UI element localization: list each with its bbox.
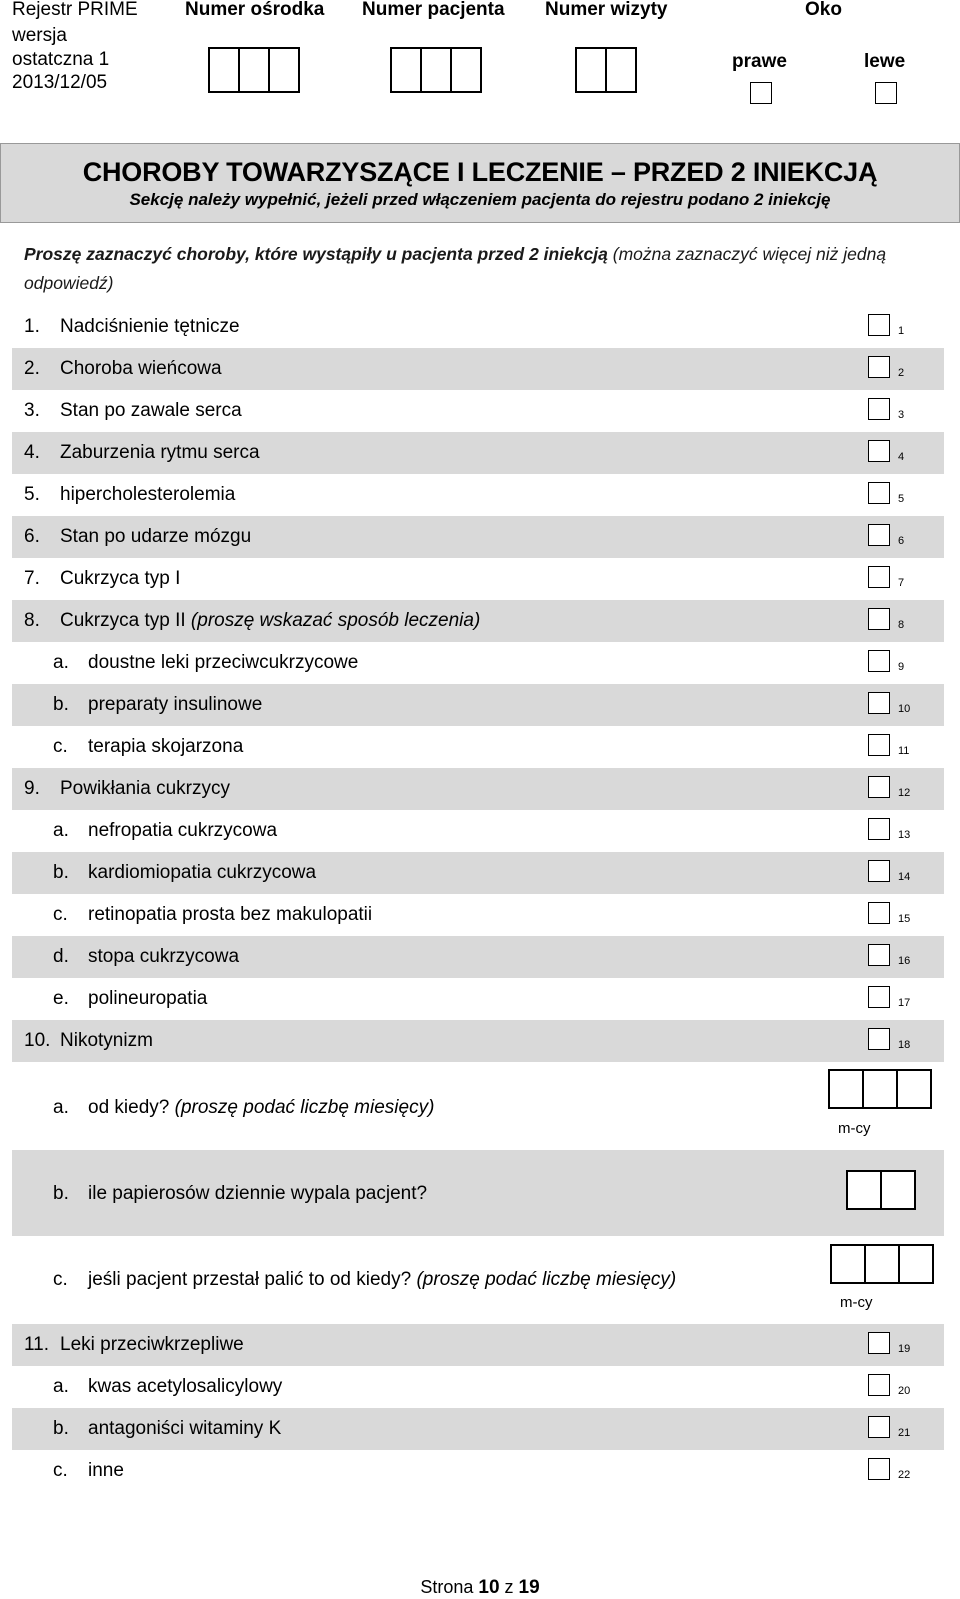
- item-label: Leki przeciwkrzepliwe: [60, 1334, 244, 1355]
- digit-box[interactable]: [864, 1244, 900, 1284]
- item-label-note: (proszę podać liczbę miesięcy): [174, 1097, 435, 1118]
- item-label: [88, 1096, 434, 1120]
- eye-label: Oko: [805, 0, 842, 20]
- item-number: 5.: [24, 484, 40, 505]
- digit-box[interactable]: [898, 1244, 934, 1284]
- list-item: [12, 348, 944, 390]
- item-checkbox[interactable]: [868, 818, 890, 840]
- item-number: c.: [53, 736, 68, 757]
- item-number: 6.: [24, 526, 40, 547]
- total-pages: 19: [518, 1577, 540, 1598]
- list-item: [12, 306, 944, 348]
- item-checkbox[interactable]: [868, 944, 890, 966]
- item-checkbox[interactable]: [868, 1332, 890, 1354]
- item-number: 9.: [24, 778, 40, 799]
- item-label: Cukrzyca typ I: [60, 568, 181, 589]
- instruction-text: [24, 240, 954, 298]
- item-code: 14: [898, 871, 911, 883]
- item-checkbox[interactable]: [868, 608, 890, 630]
- item-number: a.: [53, 1097, 69, 1118]
- item-number: e.: [53, 988, 69, 1009]
- item-checkbox[interactable]: [868, 1028, 890, 1050]
- version-status: ostatczna 1: [12, 49, 110, 70]
- digit-box[interactable]: [846, 1170, 882, 1210]
- item-code: 13: [898, 829, 911, 841]
- item-label: hipercholesterolemia: [60, 484, 236, 505]
- visit-digit-1[interactable]: [575, 47, 607, 93]
- center-number-boxes: [208, 47, 300, 95]
- item-label-note: (proszę wskazać sposób leczenia): [190, 610, 481, 631]
- item-code: 12: [898, 787, 911, 799]
- item-checkbox[interactable]: [868, 1374, 890, 1396]
- item-code: 4: [898, 451, 905, 463]
- digit-box[interactable]: [896, 1069, 932, 1109]
- list-item: [12, 1020, 944, 1062]
- months-unit: m-cy: [840, 1294, 873, 1311]
- patient-digit-2[interactable]: [420, 47, 452, 93]
- item-label: kwas acetylosalicylowy: [88, 1376, 283, 1397]
- item-label-main: jeśli pacjent przestał palić to od kiedy?: [88, 1269, 417, 1290]
- item-number: c.: [53, 1269, 68, 1290]
- item-number: b.: [53, 1418, 69, 1439]
- item-checkbox[interactable]: [868, 440, 890, 462]
- item-label: [60, 600, 480, 642]
- item-number: 8.: [24, 610, 40, 631]
- list-item: [12, 768, 944, 810]
- item-number: 11.: [24, 1334, 50, 1355]
- item-code: 22: [898, 1469, 911, 1481]
- item-checkbox[interactable]: [868, 1458, 890, 1480]
- item-label: terapia skojarzona: [88, 736, 244, 757]
- item-label: nefropatia cukrzycowa: [88, 820, 278, 841]
- cigarettes-per-day-boxes: [846, 1170, 916, 1210]
- item-code: 5: [898, 493, 905, 505]
- section-title: CHOROBY TOWARZYSZĄCE I LECZENIE – PRZED 2 INIEKCJĄ: [82, 157, 878, 187]
- item-checkbox[interactable]: [868, 692, 890, 714]
- list-item: [12, 1408, 944, 1450]
- item-label: Choroba wieńcowa: [60, 358, 222, 379]
- item-label-main: od kiedy?: [88, 1097, 175, 1118]
- item-label: ile papierosów dziennie wypala pacjent?: [88, 1183, 428, 1204]
- item-checkbox[interactable]: [868, 524, 890, 546]
- item-label: polineuropatia: [88, 988, 208, 1009]
- item-number: 10.: [24, 1030, 51, 1051]
- list-item: [12, 936, 944, 978]
- item-checkbox[interactable]: [868, 650, 890, 672]
- item-label: Stan po udarze mózgu: [60, 526, 252, 547]
- instruction-bold: Proszę zaznaczyć choroby, które wystąpiły u pacjenta przed 2 iniekcją: [24, 244, 608, 264]
- visit-digit-2[interactable]: [605, 47, 637, 93]
- digit-box[interactable]: [830, 1244, 866, 1284]
- item-code: 6: [898, 535, 905, 547]
- item-code: 17: [898, 997, 911, 1009]
- smoking-since-boxes: [828, 1069, 932, 1109]
- center-digit-3[interactable]: [268, 47, 300, 93]
- item-label: Powikłania cukrzycy: [60, 778, 230, 799]
- visit-number-label: Numer wizyty: [545, 0, 668, 20]
- item-number: 7.: [24, 568, 40, 589]
- list-item: [12, 600, 944, 642]
- item-number: d.: [53, 946, 69, 967]
- quit-since-boxes: [830, 1244, 934, 1284]
- list-item: [12, 852, 944, 894]
- item-code: 20: [898, 1385, 911, 1397]
- version-date: 2013/12/05: [12, 72, 108, 93]
- item-code: 10: [898, 703, 911, 715]
- item-checkbox[interactable]: [868, 314, 890, 336]
- item-code: 3: [898, 409, 905, 421]
- item-label-note: (proszę podać liczbę miesięcy): [416, 1269, 677, 1290]
- item-checkbox[interactable]: [868, 902, 890, 924]
- list-item: [12, 1366, 944, 1408]
- item-code: 16: [898, 955, 911, 967]
- item-code: 9: [898, 661, 905, 673]
- registry-name: Rejestr PRIME: [12, 0, 138, 20]
- item-label: Stan po zawale serca: [60, 400, 242, 421]
- item-code: 1: [898, 325, 905, 337]
- list-item: [12, 810, 944, 852]
- item-number: a.: [53, 1376, 69, 1397]
- patient-digit-3[interactable]: [450, 47, 482, 93]
- list-item: [12, 894, 944, 936]
- item-number: c.: [53, 904, 68, 925]
- item-label: inne: [88, 1460, 124, 1481]
- item-code: 19: [898, 1343, 911, 1355]
- item-number: 1.: [24, 316, 40, 337]
- cigarettes-per-day-block: [12, 1150, 944, 1236]
- current-page: 10: [478, 1577, 500, 1598]
- item-label: preparaty insulinowe: [88, 694, 263, 715]
- patient-number-label: Numer pacjenta: [362, 0, 505, 20]
- item-number: b.: [53, 862, 69, 883]
- center-number-label: Numer ośrodka: [185, 0, 325, 20]
- digit-box[interactable]: [862, 1069, 898, 1109]
- item-number: 4.: [24, 442, 40, 463]
- of-word: z: [504, 1577, 514, 1597]
- item-checkbox[interactable]: [868, 860, 890, 882]
- item-label: stopa cukrzycowa: [88, 946, 240, 967]
- item-code: 18: [898, 1039, 911, 1051]
- instruction-note: (można zaznaczyć więcej niż jedną odpowiedź): [24, 244, 887, 293]
- item-checkbox[interactable]: [868, 776, 890, 798]
- digit-box[interactable]: [880, 1170, 916, 1210]
- digit-box[interactable]: [828, 1069, 864, 1109]
- months-unit: m-cy: [838, 1120, 871, 1137]
- left-eye-label: lewe: [864, 51, 906, 72]
- item-checkbox[interactable]: [868, 986, 890, 1008]
- item-label: kardiomiopatia cukrzycowa: [88, 862, 317, 883]
- list-item: [12, 1450, 944, 1492]
- left-eye-checkbox[interactable]: [875, 82, 897, 104]
- item-code: 8: [898, 619, 905, 631]
- quit-since-block: [12, 1236, 944, 1324]
- item-number: a.: [53, 652, 69, 673]
- item-number: 3.: [24, 400, 40, 421]
- list-item: [12, 516, 944, 558]
- visit-number-boxes: [575, 47, 637, 95]
- item-checkbox[interactable]: [868, 1416, 890, 1438]
- item-label: doustne leki przeciwcukrzycowe: [88, 652, 359, 673]
- item-code: 7: [898, 577, 905, 589]
- patient-number-boxes: [390, 47, 482, 95]
- list-item: [12, 474, 944, 516]
- center-digit-2[interactable]: [238, 47, 270, 93]
- list-item: [12, 558, 944, 600]
- section-subtitle: Sekcję należy wypełnić, jeżeli przed włączeniem pacjenta do rejestru podano 2 iniekcję: [129, 190, 831, 209]
- item-number: b.: [53, 694, 69, 715]
- section-title-band: [0, 143, 960, 223]
- item-number: 2.: [24, 358, 40, 379]
- item-code: 11: [898, 745, 910, 757]
- right-eye-checkbox[interactable]: [750, 82, 772, 104]
- page-word: Strona: [420, 1577, 474, 1597]
- item-number: c.: [53, 1460, 68, 1481]
- page-footer: [0, 1576, 960, 1599]
- list-item: [12, 1324, 944, 1366]
- item-label: retinopatia prosta bez makulopatii: [88, 904, 373, 925]
- item-label: Zaburzenia rytmu serca: [60, 442, 260, 463]
- item-checkbox[interactable]: [868, 356, 890, 378]
- item-checkbox[interactable]: [868, 482, 890, 504]
- item-label: [88, 1268, 676, 1292]
- list-item: [12, 432, 944, 474]
- item-label-main: Cukrzyca typ II: [60, 610, 191, 631]
- version-label: wersja: [12, 25, 67, 46]
- list-item: [12, 642, 944, 684]
- list-item: [12, 390, 944, 432]
- item-checkbox[interactable]: [868, 398, 890, 420]
- item-label: Nadciśnienie tętnicze: [60, 316, 240, 337]
- item-label: Nikotynizm: [60, 1030, 153, 1051]
- list-item: [12, 726, 944, 768]
- item-checkbox[interactable]: [868, 734, 890, 756]
- item-number: a.: [53, 820, 69, 841]
- smoking-since-block: [12, 1062, 944, 1150]
- item-checkbox[interactable]: [868, 566, 890, 588]
- item-code: 2: [898, 367, 905, 379]
- list-item: [12, 684, 944, 726]
- right-eye-label: prawe: [732, 51, 787, 72]
- item-number: b.: [53, 1183, 69, 1204]
- list-item: [12, 978, 944, 1020]
- item-code: 15: [898, 913, 911, 925]
- item-label: antagoniści witaminy K: [88, 1418, 282, 1439]
- item-code: 21: [898, 1427, 911, 1439]
- center-digit-1[interactable]: [208, 47, 240, 93]
- patient-digit-1[interactable]: [390, 47, 422, 93]
